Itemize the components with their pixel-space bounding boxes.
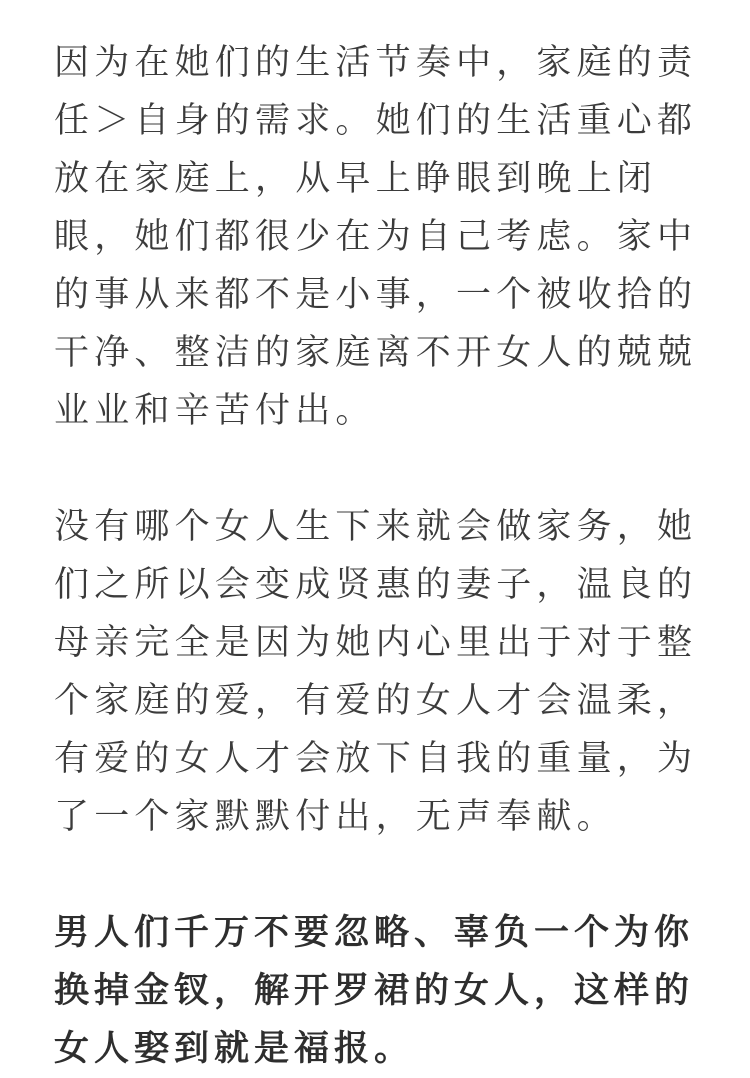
paragraph-2: 没有哪个女人生下来就会做家务，她们之所以会变成贤惠的妻子，温良的母亲完全是因为她内心里出于对于整个家庭的爱，有爱的女人才会温柔，有爱的女人才会放下自我的重量，为了一个家默默付出，无声奉献。 <box>54 507 698 837</box>
article-body <box>54 34 704 1078</box>
paragraph-1: 因为在她们的生活节奏中，家庭的责任＞自身的需求。她们的生活重心都放在家庭上，从早上睁眼到晚上闭眼，她们都很少在为自己考虑。家中的事从来都不是小事，一个被收拾的干净、整洁的家庭离不开女人的兢兢业业和辛苦付出。 <box>54 43 698 431</box>
emphasis-paragraph: 男人们千万不要忽略、辜负一个为你换掉金钗，解开罗裙的女人，这样的女人娶到就是福报。 <box>54 913 695 1069</box>
